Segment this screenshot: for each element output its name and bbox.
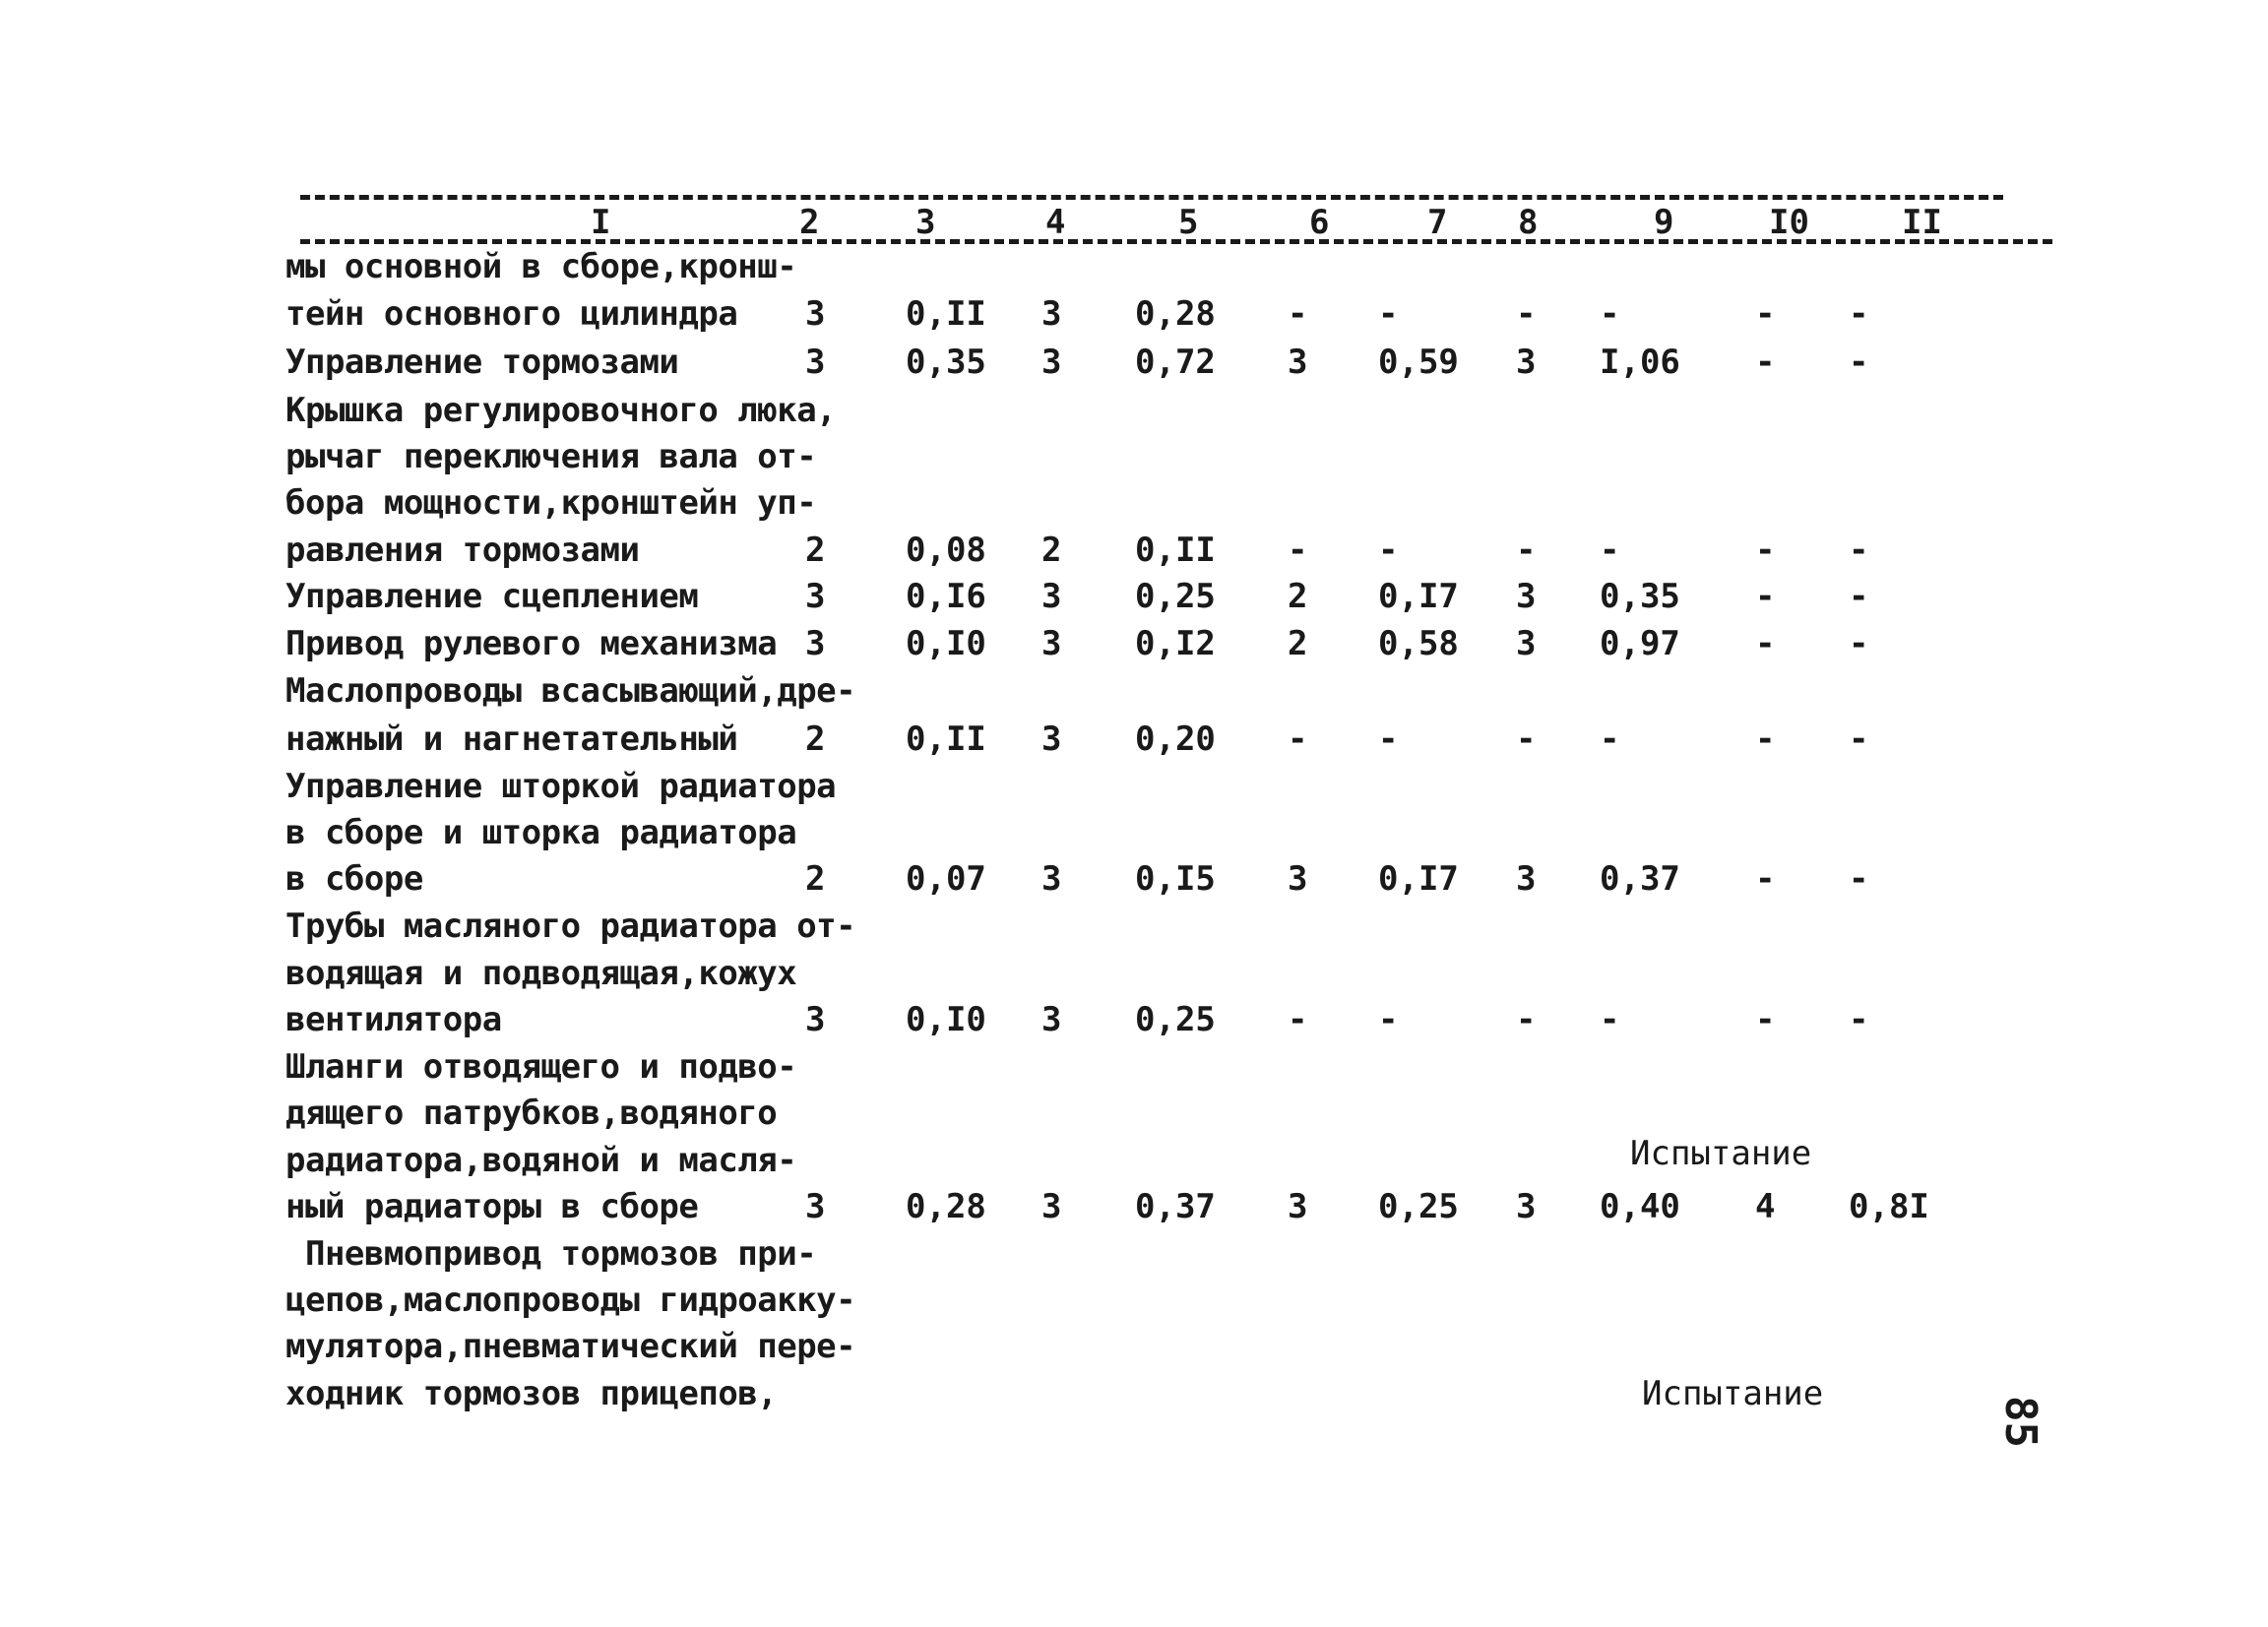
table-cell-col-4: 3 bbox=[1041, 577, 1062, 616]
row-description-line: мы основной в сборе,кронш- bbox=[285, 247, 797, 286]
table-cell-col-4: 3 bbox=[1041, 343, 1062, 382]
table-cell-col-5: 0,20 bbox=[1135, 720, 1216, 759]
table-cell-col-3: 0,35 bbox=[906, 343, 986, 382]
table-cell-col-6: 3 bbox=[1288, 1187, 1308, 1226]
page-number: 85 bbox=[1995, 1396, 2046, 1448]
table-cell-col-8: - bbox=[1516, 1000, 1537, 1039]
table-cell-col-8: - bbox=[1516, 294, 1537, 334]
table-cell-col-11: - bbox=[1849, 859, 1869, 899]
table-cell-col-9: - bbox=[1600, 294, 1620, 334]
table-cell-col-10: - bbox=[1755, 294, 1776, 334]
table-cell-col-11: - bbox=[1849, 1000, 1869, 1039]
table-cell-col-2: 3 bbox=[805, 343, 826, 382]
column-header-7: 7 bbox=[1427, 203, 1448, 242]
table-cell-col-8: 3 bbox=[1516, 343, 1537, 382]
row-description-line: Трубы масляного радиатора от- bbox=[285, 907, 856, 946]
table-cell-col-8: - bbox=[1516, 720, 1537, 759]
table-cell-col-3: 0,28 bbox=[906, 1187, 986, 1226]
table-cell-col-8: 3 bbox=[1516, 624, 1537, 663]
row-description-line: в сборе и шторка радиатора bbox=[285, 813, 797, 852]
table-cell-col-9: 0,97 bbox=[1600, 624, 1680, 663]
table-cell-col-2: 2 bbox=[805, 859, 826, 899]
table-cell-col-9: 0,37 bbox=[1600, 859, 1680, 899]
table-cell-col-5: 0,25 bbox=[1135, 577, 1216, 616]
column-header-2: 2 bbox=[799, 203, 820, 242]
row-description-line: Управление тормозами bbox=[285, 343, 679, 382]
table-cell-col-3: 0,II bbox=[906, 720, 986, 759]
table-cell-col-6: - bbox=[1288, 1000, 1308, 1039]
table-cell-col-11: 0,8I bbox=[1849, 1187, 1929, 1226]
table-cell-col-5: 0,28 bbox=[1135, 294, 1216, 334]
table-cell-col-5: 0,I2 bbox=[1135, 624, 1216, 663]
column-header-10: I0 bbox=[1769, 203, 1809, 242]
table-cell-col-7: 0,59 bbox=[1378, 343, 1459, 382]
table-cell-col-10: 4 bbox=[1755, 1187, 1776, 1226]
column-header-3: 3 bbox=[915, 203, 936, 242]
table-cell-col-4: 3 bbox=[1041, 624, 1062, 663]
table-cell-col-2: 2 bbox=[805, 720, 826, 759]
table-cell-col-5: 0,25 bbox=[1135, 1000, 1216, 1039]
table-cell-col-8: 3 bbox=[1516, 1187, 1537, 1226]
table-cell-col-3: 0,I0 bbox=[906, 624, 986, 663]
table-cell-col-5: 0,II bbox=[1135, 531, 1216, 570]
row-description-line: ходник тормозов прицепов, bbox=[285, 1374, 778, 1413]
row-description-line: Управление шторкой радиатора bbox=[285, 767, 837, 806]
table-cell-col-6: 2 bbox=[1288, 624, 1308, 663]
row-description-line: Маслопроводы всасывающий,дре- bbox=[285, 671, 856, 711]
table-cell-col-11: - bbox=[1849, 720, 1869, 759]
table-cell-col-7: 0,I7 bbox=[1378, 577, 1459, 616]
test-note: Испытание bbox=[1642, 1374, 1824, 1413]
table-cell-col-6: - bbox=[1288, 720, 1308, 759]
table-cell-col-7: 0,25 bbox=[1378, 1187, 1459, 1226]
column-header-1: I bbox=[591, 203, 611, 242]
table-cell-col-3: 0,08 bbox=[906, 531, 986, 570]
table-cell-col-2: 3 bbox=[805, 294, 826, 334]
table-cell-col-4: 2 bbox=[1041, 531, 1062, 570]
table-cell-col-7: - bbox=[1378, 720, 1399, 759]
table-cell-col-9: I,06 bbox=[1600, 343, 1680, 382]
row-description-line: ный радиаторы в сборе bbox=[285, 1187, 699, 1226]
table-cell-col-2: 2 bbox=[805, 531, 826, 570]
row-description-line: тейн основного цилиндра bbox=[285, 294, 738, 334]
table-cell-col-2: 3 bbox=[805, 1000, 826, 1039]
table-cell-col-9: 0,35 bbox=[1600, 577, 1680, 616]
column-header-11: II bbox=[1902, 203, 1942, 242]
table-cell-col-4: 3 bbox=[1041, 1000, 1062, 1039]
row-description-line: Привод рулевого механизма bbox=[285, 624, 778, 663]
table-cell-col-10: - bbox=[1755, 343, 1776, 382]
table-cell-col-9: - bbox=[1600, 531, 1620, 570]
table-cell-col-5: 0,72 bbox=[1135, 343, 1216, 382]
row-description-line: равления тормозами bbox=[285, 531, 640, 570]
table-cell-col-11: - bbox=[1849, 343, 1869, 382]
table-cell-col-7: - bbox=[1378, 531, 1399, 570]
table-cell-col-11: - bbox=[1849, 294, 1869, 334]
column-header-8: 8 bbox=[1518, 203, 1539, 242]
column-header-9: 9 bbox=[1654, 203, 1674, 242]
table-cell-col-4: 3 bbox=[1041, 720, 1062, 759]
table-cell-col-7: 0,I7 bbox=[1378, 859, 1459, 899]
table-cell-col-10: - bbox=[1755, 624, 1776, 663]
table-cell-col-4: 3 bbox=[1041, 1187, 1062, 1226]
table-cell-col-8: - bbox=[1516, 531, 1537, 570]
table-cell-col-9: - bbox=[1600, 1000, 1620, 1039]
table-cell-col-6: - bbox=[1288, 294, 1308, 334]
table-cell-col-2: 3 bbox=[805, 624, 826, 663]
table-cell-col-11: - bbox=[1849, 577, 1869, 616]
column-header-6: 6 bbox=[1309, 203, 1330, 242]
row-description-line: водящая и подводящая,кожух bbox=[285, 954, 797, 993]
table-cell-col-6: - bbox=[1288, 531, 1308, 570]
row-description-line: Управление сцеплением bbox=[285, 577, 699, 616]
table-cell-col-6: 2 bbox=[1288, 577, 1308, 616]
row-description-line: нажный и нагнетательный bbox=[285, 720, 738, 759]
table-cell-col-5: 0,37 bbox=[1135, 1187, 1216, 1226]
test-note: Испытание bbox=[1630, 1134, 1812, 1173]
table-cell-col-3: 0,II bbox=[906, 294, 986, 334]
table-cell-col-8: 3 bbox=[1516, 859, 1537, 899]
table-cell-col-6: 3 bbox=[1288, 343, 1308, 382]
row-description-line: дящего патрубков,водяного bbox=[285, 1094, 778, 1133]
column-header-5: 5 bbox=[1178, 203, 1199, 242]
row-description-line: цепов,маслопроводы гидроакку- bbox=[285, 1281, 856, 1320]
table-cell-col-8: 3 bbox=[1516, 577, 1537, 616]
table-cell-col-7: - bbox=[1378, 294, 1399, 334]
table-cell-col-3: 0,I0 bbox=[906, 1000, 986, 1039]
table-cell-col-10: - bbox=[1755, 1000, 1776, 1039]
table-cell-col-9: 0,40 bbox=[1600, 1187, 1680, 1226]
table-cell-col-9: - bbox=[1600, 720, 1620, 759]
row-description-line: рычаг переключения вала от- bbox=[285, 437, 817, 476]
row-description-line: Шланги отводящего и подво- bbox=[285, 1047, 797, 1087]
row-description-line: Пневмопривод тормозов при- bbox=[285, 1234, 817, 1274]
table-cell-col-7: 0,58 bbox=[1378, 624, 1459, 663]
column-header-4: 4 bbox=[1045, 203, 1066, 242]
row-description-line: в сборе bbox=[285, 859, 423, 899]
table-cell-col-3: 0,07 bbox=[906, 859, 986, 899]
table-cell-col-2: 3 bbox=[805, 1187, 826, 1226]
table-cell-col-7: - bbox=[1378, 1000, 1399, 1039]
table-cell-col-4: 3 bbox=[1041, 859, 1062, 899]
row-description-line: бора мощности,кронштейн уп- bbox=[285, 483, 817, 523]
header-top-rule bbox=[300, 195, 2003, 200]
row-description-line: вентилятора bbox=[285, 1000, 502, 1039]
row-description-line: мулятора,пневматический пере- bbox=[285, 1327, 856, 1366]
table-cell-col-10: - bbox=[1755, 531, 1776, 570]
table-cell-col-10: - bbox=[1755, 577, 1776, 616]
row-description-line: Крышка регулировочного люка, bbox=[285, 391, 837, 430]
table-cell-col-2: 3 bbox=[805, 577, 826, 616]
table-cell-col-11: - bbox=[1849, 531, 1869, 570]
table-cell-col-3: 0,I6 bbox=[906, 577, 986, 616]
table-cell-col-10: - bbox=[1755, 859, 1776, 899]
table-cell-col-6: 3 bbox=[1288, 859, 1308, 899]
table-cell-col-10: - bbox=[1755, 720, 1776, 759]
table-cell-col-11: - bbox=[1849, 624, 1869, 663]
table-cell-col-5: 0,I5 bbox=[1135, 859, 1216, 899]
row-description-line: радиатора,водяной и масля- bbox=[285, 1141, 797, 1180]
table-cell-col-4: 3 bbox=[1041, 294, 1062, 334]
